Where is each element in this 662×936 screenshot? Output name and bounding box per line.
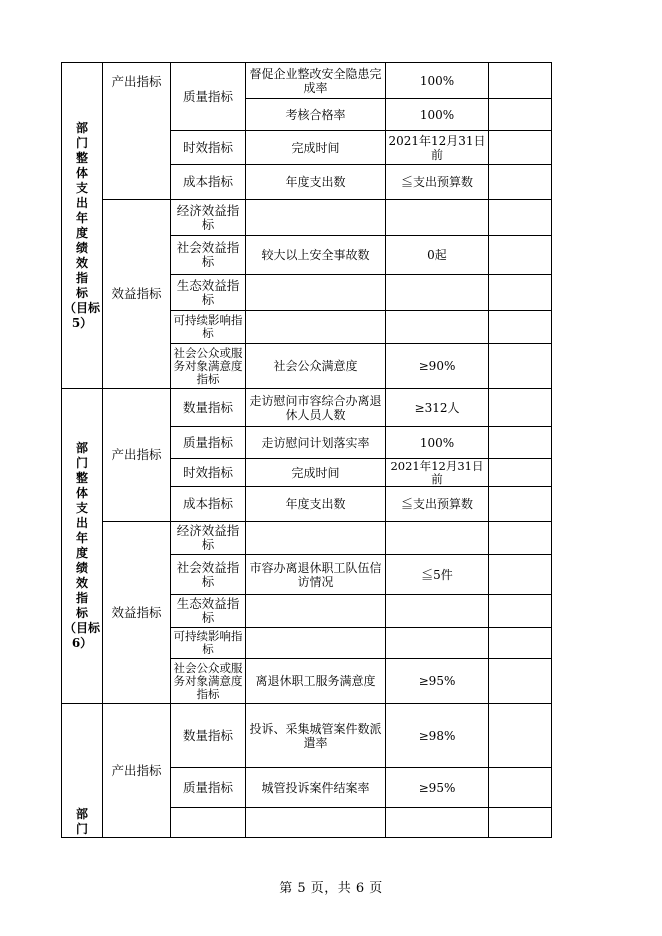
goal-label-char: 6） <box>71 636 93 650</box>
empty-cell <box>489 808 552 838</box>
indicator-value: 0起 <box>386 236 489 275</box>
indicator-level2: 可持续影响指标 <box>171 311 246 344</box>
indicator-level2: 社会效益指标 <box>171 236 246 275</box>
goal-label-char: 效 <box>75 255 88 270</box>
indicator-value: 100% <box>386 99 489 131</box>
indicator-level3: 城管投诉案件结案率 <box>246 768 386 808</box>
empty-cell <box>489 522 552 555</box>
indicator-value <box>386 275 489 311</box>
goal-label-char: 支 <box>75 501 88 515</box>
indicator-level3: 完成时间 <box>246 459 386 487</box>
indicator-level3 <box>246 275 386 311</box>
goal-label-char: 效 <box>75 576 88 590</box>
goal-label-char: 门 <box>75 822 88 836</box>
empty-cell <box>489 200 552 236</box>
indicator-level3: 督促企业整改安全隐患完成率 <box>246 63 386 99</box>
indicator-level2: 质量指标 <box>171 427 246 459</box>
empty-cell <box>489 659 552 704</box>
performance-table-sheet <box>61 62 551 836</box>
performance-indicator-table <box>61 62 552 838</box>
indicator-level3: 走访慰问市容综合办离退休人员人数 <box>246 389 386 427</box>
indicator-level3: 年度支出数 <box>246 165 386 200</box>
empty-cell <box>489 628 552 659</box>
goal-label-char: 部 <box>75 441 88 455</box>
indicator-level2: 社会公众或服务对象满意度指标 <box>171 659 246 704</box>
indicator-level3 <box>246 200 386 236</box>
empty-cell <box>489 131 552 165</box>
indicator-level3: 年度支出数 <box>246 487 386 522</box>
indicator-level3: 较大以上安全事故数 <box>246 236 386 275</box>
indicator-value: 2021年12月31日前 <box>386 131 489 165</box>
benefit-indicator-label: 效益指标 <box>103 200 171 389</box>
empty-cell <box>489 427 552 459</box>
output-indicator-label: 产出指标 <box>103 704 171 838</box>
goal-label-char: 绩 <box>75 561 88 575</box>
indicator-level2: 可持续影响指标 <box>171 628 246 659</box>
benefit-indicator-label: 效益指标 <box>103 522 171 704</box>
indicator-value <box>386 200 489 236</box>
goal-label-char: 支 <box>75 180 88 195</box>
indicator-level2: 经济效益指标 <box>171 200 246 236</box>
goal-label-char: 门 <box>75 135 88 150</box>
empty-cell <box>386 808 489 838</box>
empty-cell <box>489 704 552 768</box>
empty-cell <box>489 236 552 275</box>
goal-5-label <box>62 63 103 389</box>
indicator-level3: 社会公众满意度 <box>246 344 386 389</box>
output-indicator-label: 产出指标 <box>103 63 171 200</box>
empty-cell <box>489 459 552 487</box>
indicator-value: ≥90% <box>386 344 489 389</box>
indicator-level2: 社会公众或服务对象满意度指标 <box>171 344 246 389</box>
indicator-level2: 成本指标 <box>171 487 246 522</box>
goal-label-char: 出 <box>75 516 88 530</box>
empty-cell <box>246 808 386 838</box>
indicator-value: ≥95% <box>386 659 489 704</box>
table-row <box>62 389 552 427</box>
goal-label-char: 出 <box>75 195 88 210</box>
indicator-level3: 市容办离退休职工队伍信访情况 <box>246 555 386 595</box>
empty-cell <box>489 768 552 808</box>
goal-label-char: 度 <box>75 225 88 240</box>
indicator-value: ≦支出预算数 <box>386 487 489 522</box>
empty-cell <box>489 389 552 427</box>
goal-label-char: 年 <box>75 210 88 225</box>
table-row <box>62 704 552 768</box>
table-row <box>62 200 552 236</box>
goal-label-char: 体 <box>75 165 88 180</box>
indicator-value <box>386 311 489 344</box>
goal-label-char: 部 <box>75 807 88 821</box>
indicator-level3: 离退休职工服务满意度 <box>246 659 386 704</box>
goal-label-char: 体 <box>75 486 88 500</box>
indicator-level2: 生态效益指标 <box>171 595 246 628</box>
table-row <box>62 63 552 99</box>
indicator-level2: 数量指标 <box>171 704 246 768</box>
indicator-level2: 成本指标 <box>171 165 246 200</box>
goal-label-char: 整 <box>75 150 88 165</box>
goal-label-char: 指 <box>75 270 88 285</box>
goal-label-char: 标 <box>75 606 88 620</box>
indicator-value: 100% <box>386 63 489 99</box>
empty-cell <box>171 808 246 838</box>
empty-cell <box>489 311 552 344</box>
table-row <box>62 522 552 555</box>
indicator-value <box>386 595 489 628</box>
indicator-value: 100% <box>386 427 489 459</box>
indicator-level3 <box>246 595 386 628</box>
empty-cell <box>489 99 552 131</box>
goal-label-char: 度 <box>75 546 88 560</box>
goal-label-char: （目标 <box>63 621 100 635</box>
indicator-level3 <box>246 311 386 344</box>
goal-label-char: 年 <box>75 531 88 545</box>
goal-6-label <box>62 389 103 704</box>
indicator-level2: 社会效益指标 <box>171 555 246 595</box>
indicator-level2: 数量指标 <box>171 389 246 427</box>
goal-7-label <box>62 704 103 838</box>
empty-cell <box>489 275 552 311</box>
indicator-value <box>386 628 489 659</box>
page-footer: 第 5 页，共 6 页 <box>279 881 383 896</box>
indicator-value <box>386 522 489 555</box>
goal-label-char: 指 <box>75 591 88 605</box>
indicator-value: ≥98% <box>386 704 489 768</box>
indicator-level2: 生态效益指标 <box>171 275 246 311</box>
indicator-level3: 考核合格率 <box>246 99 386 131</box>
indicator-level2: 时效指标 <box>171 131 246 165</box>
indicator-level3: 完成时间 <box>246 131 386 165</box>
indicator-level2: 质量指标 <box>171 63 246 131</box>
empty-cell <box>489 555 552 595</box>
goal-label-char: 整 <box>75 471 88 485</box>
indicator-value: 2021年12月31日前 <box>386 459 489 487</box>
indicator-level3: 走访慰问计划落实率 <box>246 427 386 459</box>
goal-label-char: 5） <box>71 315 93 330</box>
indicator-value: ≦5件 <box>386 555 489 595</box>
empty-cell <box>489 344 552 389</box>
indicator-value: ≦支出预算数 <box>386 165 489 200</box>
empty-cell <box>489 165 552 200</box>
output-indicator-label: 产出指标 <box>103 389 171 522</box>
empty-cell <box>489 63 552 99</box>
goal-label-char: 标 <box>75 285 88 300</box>
goal-label-char: 部 <box>75 120 88 135</box>
empty-cell <box>489 487 552 522</box>
indicator-level2: 质量指标 <box>171 768 246 808</box>
indicator-level3 <box>246 628 386 659</box>
indicator-value: ≥95% <box>386 768 489 808</box>
indicator-level2: 经济效益指标 <box>171 522 246 555</box>
indicator-level2: 时效指标 <box>171 459 246 487</box>
indicator-value: ≥312人 <box>386 389 489 427</box>
goal-label-char: 门 <box>75 456 88 470</box>
indicator-level3: 投诉、采集城管案件数派遣率 <box>246 704 386 768</box>
goal-label-char: 绩 <box>75 240 88 255</box>
indicator-level3 <box>246 522 386 555</box>
goal-label-char: （目标 <box>63 300 100 315</box>
empty-cell <box>489 595 552 628</box>
